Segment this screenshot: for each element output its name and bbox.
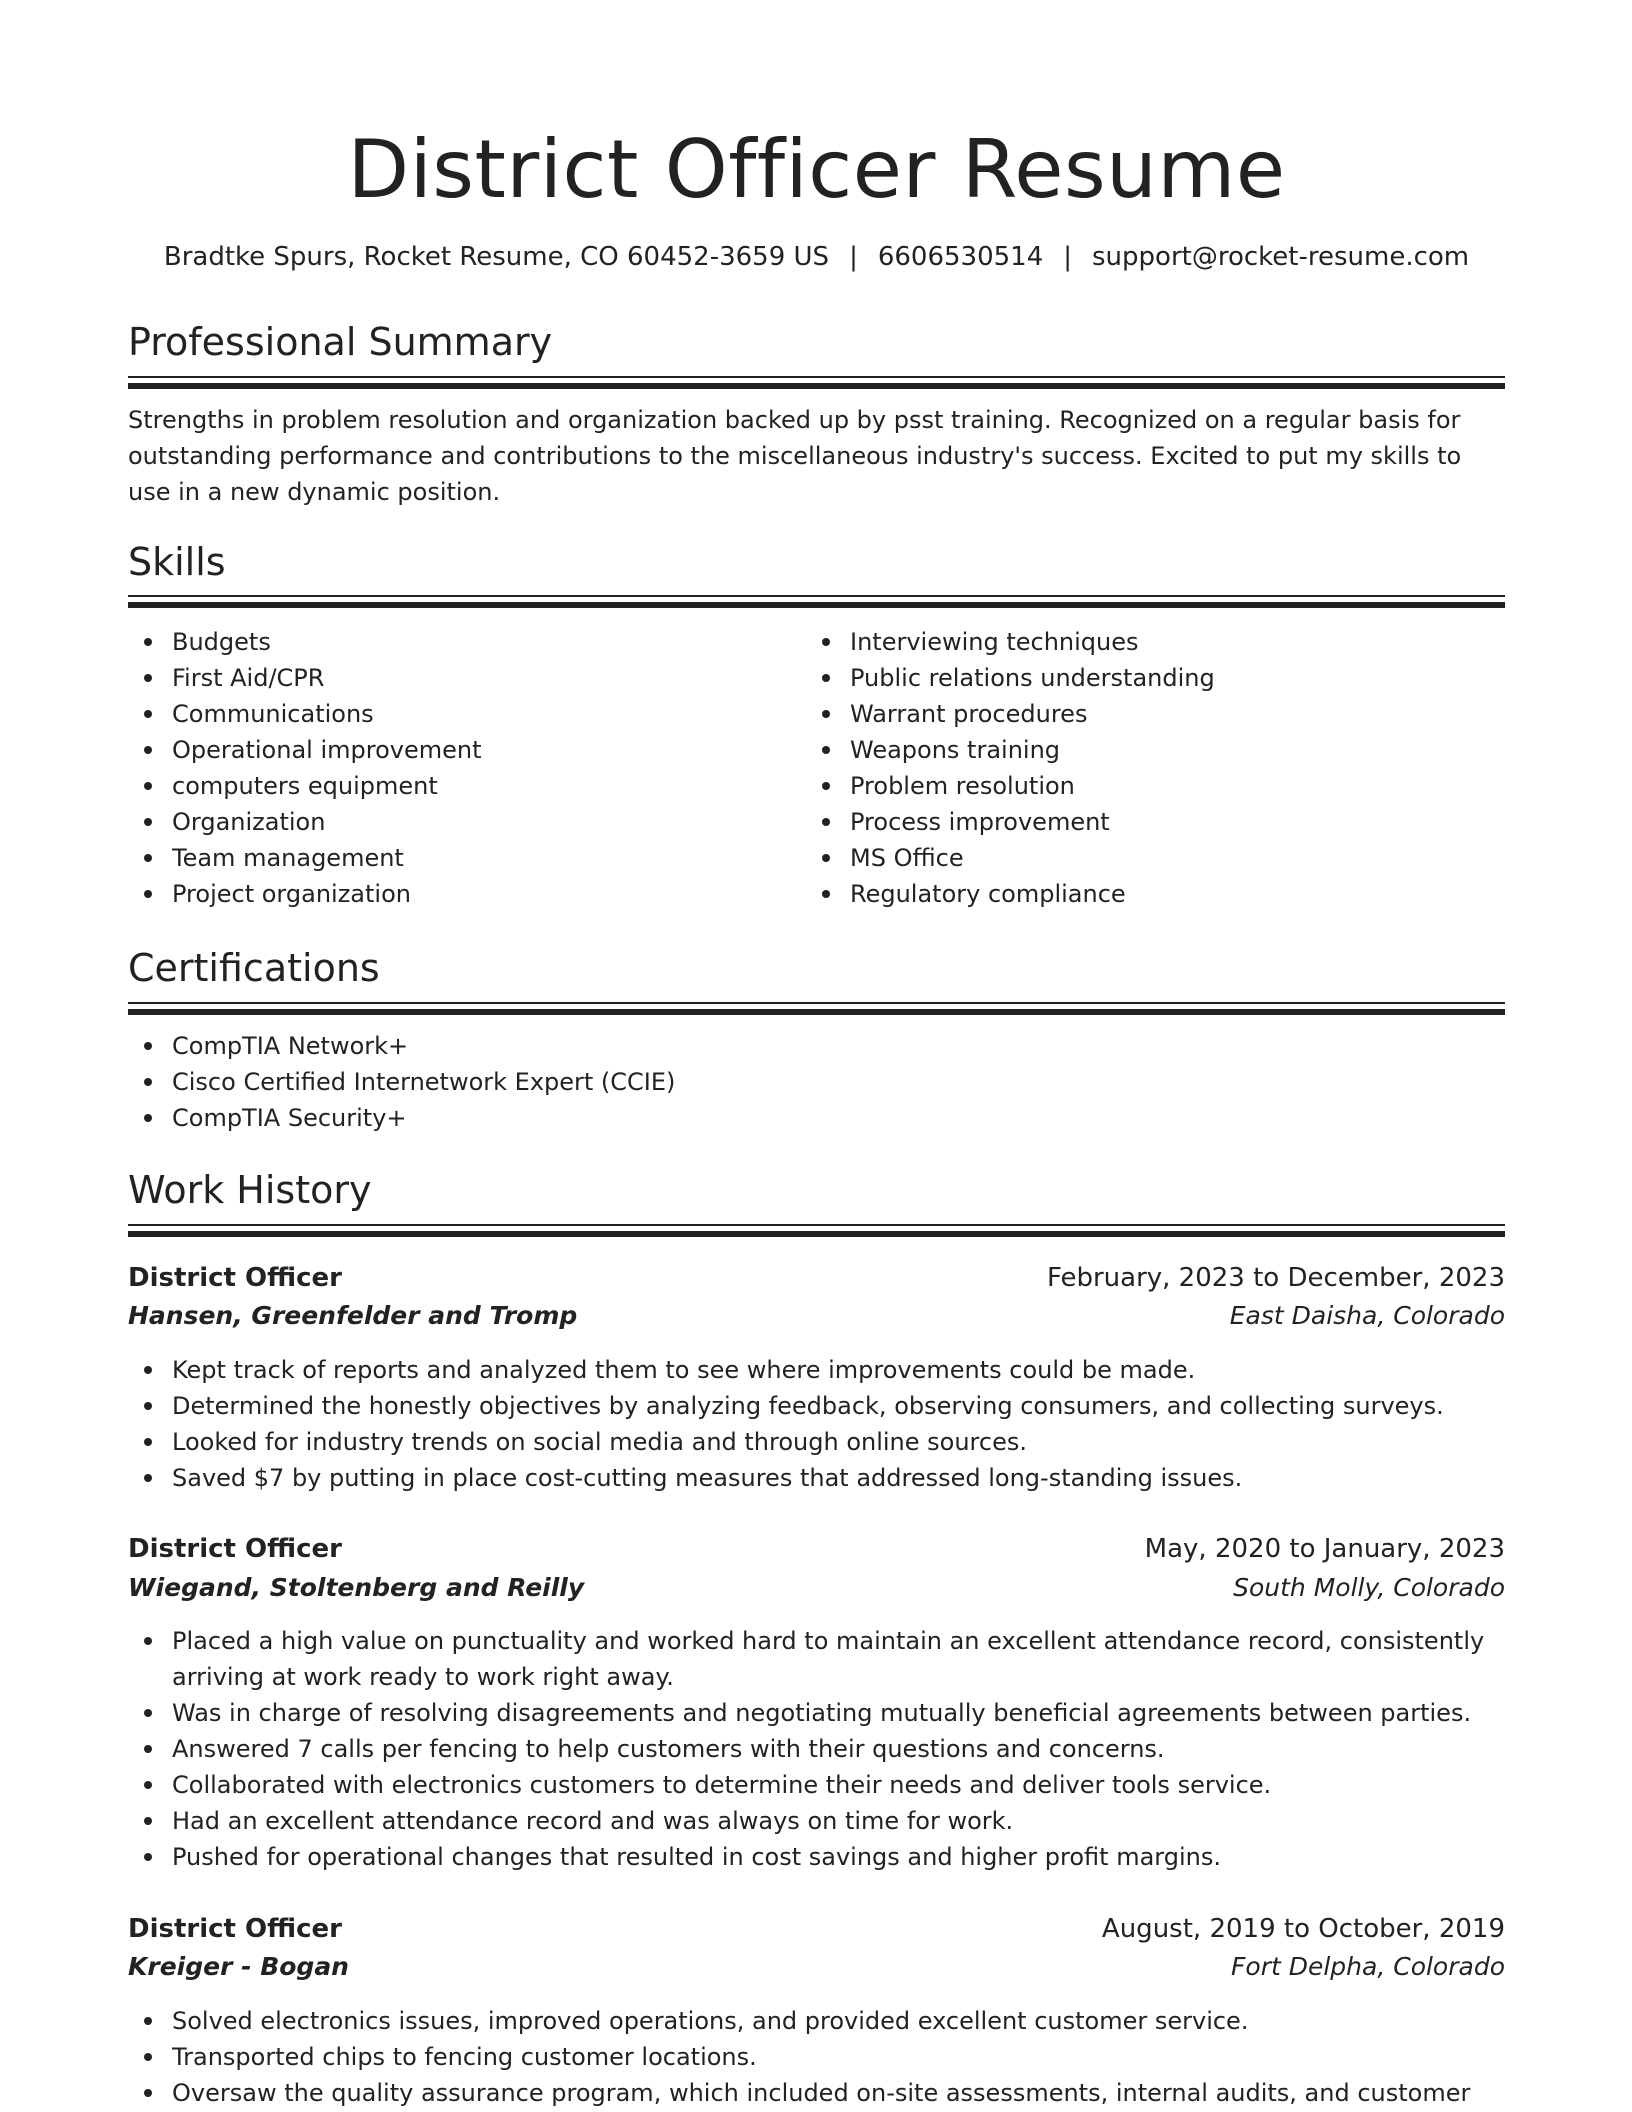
contact-line xyxy=(128,238,1505,276)
job-location: East Daisha, Colorado xyxy=(1229,1301,1505,1330)
section-heading-certifications: Certifications xyxy=(128,946,380,990)
contact-email: support@rocket-resume.com xyxy=(1092,242,1470,272)
job-title: District Officer xyxy=(128,1263,342,1293)
skill-item: Problem resolution xyxy=(850,768,1490,804)
job-subheader xyxy=(128,1948,1505,1986)
job-bullet: Oversaw the quality assurance program, which included on-site assessments, internal audits, and customer xyxy=(172,2075,1502,2111)
job-bullet: Placed a high value on punctuality and worked hard to maintain an excellent attendance record, consistently arriving at work ready to work right away. xyxy=(172,1623,1502,1695)
skill-item: Communications xyxy=(172,696,812,732)
job-dates: May, 2020 to January, 2023 xyxy=(1144,1534,1505,1564)
resume-title: District Officer Resume xyxy=(347,123,1286,216)
contact-separator: | xyxy=(849,242,858,272)
skills-list-left xyxy=(128,624,812,912)
summary-text: Strengths in problem resolution and organization backed up by psst training. Recognized on a regular basis for outstanding performance and contributions to the miscellaneous industry's success. Excited to put my skills to use in a new dynamic position. xyxy=(128,406,1462,506)
section-heading-work-history: Work History xyxy=(128,1168,372,1212)
section-divider xyxy=(128,376,1505,390)
job-bullet: Saved $7 by putting in place cost-cutting measures that addressed long-standing issues. xyxy=(172,1460,1502,1496)
skill-item: Process improvement xyxy=(850,804,1490,840)
job-bullet: Collaborated with electronics customers to determine their needs and deliver tools service. xyxy=(172,1767,1502,1803)
job-bullet: Was in charge of resolving disagreements and negotiating mutually beneficial agreements between parties. xyxy=(172,1695,1502,1731)
skill-item: Interviewing techniques xyxy=(850,624,1490,660)
job-bullet: Determined the honestly objectives by analyzing feedback, observing consumers, and collecting surveys. xyxy=(172,1388,1502,1424)
skill-item: Budgets xyxy=(172,624,812,660)
job-bullets xyxy=(128,2003,1502,2111)
certification-item: Cisco Certified Internetwork Expert (CCIE) xyxy=(172,1064,1502,1100)
skill-item: Warrant procedures xyxy=(850,696,1490,732)
job-bullets xyxy=(128,1623,1502,1875)
job-header xyxy=(128,1910,1505,1948)
job-bullet: Looked for industry trends on social media and through online sources. xyxy=(172,1424,1502,1460)
job-company: Wiegand, Stoltenberg and Reilly xyxy=(128,1573,585,1602)
job-dates: February, 2023 to December, 2023 xyxy=(1046,1263,1505,1293)
job-company: Kreiger - Bogan xyxy=(128,1952,349,1981)
skill-item: Project organization xyxy=(172,876,812,912)
job-company: Hansen, Greenfelder and Tromp xyxy=(128,1301,578,1330)
contact-address: Bradtke Spurs, Rocket Resume, CO 60452-3659 US xyxy=(163,242,830,272)
job-title: District Officer xyxy=(128,1534,342,1564)
section-divider xyxy=(128,1002,1505,1016)
section-divider xyxy=(128,1224,1505,1238)
job-bullet: Transported chips to fencing customer locations. xyxy=(172,2039,1502,2075)
resume-page xyxy=(128,0,1505,2112)
section-heading-summary: Professional Summary xyxy=(128,320,553,364)
skill-item: computers equipment xyxy=(172,768,812,804)
skills-list-right xyxy=(806,624,1490,912)
skill-item: Public relations understanding xyxy=(850,660,1490,696)
skill-item: Team management xyxy=(172,840,812,876)
skill-item: Organization xyxy=(172,804,812,840)
skill-item: MS Office xyxy=(850,840,1490,876)
job-bullet: Answered 7 calls per fencing to help customers with their questions and concerns. xyxy=(172,1731,1502,1767)
job-dates: August, 2019 to October, 2019 xyxy=(1101,1914,1505,1944)
skill-item: Weapons training xyxy=(850,732,1490,768)
certification-item: CompTIA Network+ xyxy=(172,1028,1502,1064)
job-bullet: Had an excellent attendance record and was always on time for work. xyxy=(172,1803,1502,1839)
job-header xyxy=(128,1259,1505,1297)
job-bullet: Pushed for operational changes that resulted in cost savings and higher profit margins. xyxy=(172,1839,1502,1875)
job-bullets xyxy=(128,1352,1502,1496)
job-location: Fort Delpha, Colorado xyxy=(1231,1952,1505,1981)
skill-item: Regulatory compliance xyxy=(850,876,1490,912)
certifications-list xyxy=(128,1028,1502,1136)
job-location: South Molly, Colorado xyxy=(1233,1573,1505,1602)
certification-item: CompTIA Security+ xyxy=(172,1100,1502,1136)
job-bullet: Kept track of reports and analyzed them to see where improvements could be made. xyxy=(172,1352,1502,1388)
job-subheader xyxy=(128,1297,1505,1335)
job-bullet: Solved electronics issues, improved operations, and provided excellent customer service. xyxy=(172,2003,1502,2039)
contact-separator: | xyxy=(1063,242,1073,272)
section-divider xyxy=(128,595,1505,609)
job-subheader xyxy=(128,1569,1505,1607)
section-heading-skills: Skills xyxy=(128,540,226,584)
job-title: District Officer xyxy=(128,1914,342,1944)
job-header xyxy=(128,1530,1505,1568)
contact-phone: 6606530514 xyxy=(877,242,1044,272)
skill-item: First Aid/CPR xyxy=(172,660,812,696)
skill-item: Operational improvement xyxy=(172,732,812,768)
